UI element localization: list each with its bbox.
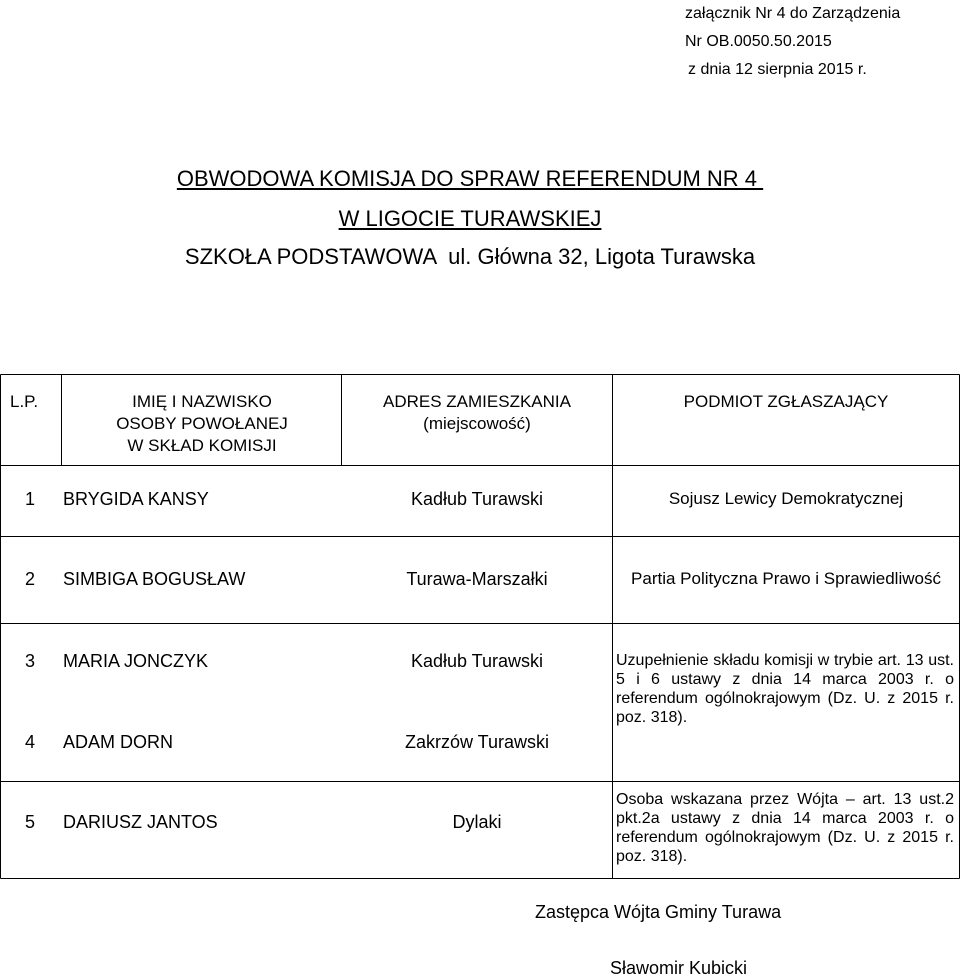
column-header-name [62,391,342,457]
attachment-line-1: załącznik Nr 4 do Zarządzenia [685,5,901,22]
table-row-number: 3 [25,651,36,671]
commission-location-text: W LIGOCIE TURAWSKIEJ [338,206,602,231]
table-row-address: Zakrzów Turawski [404,732,550,752]
table-row-number: 1 [25,489,36,509]
attachment-note [685,0,957,84]
column-header-lp: L.P. [10,392,39,411]
table-row-name: SIMBIGA BOGUSŁAW [63,569,246,589]
signature-name: Sławomir Kubicki [610,958,748,978]
column-header-name-line-1: IMIĘ I NAZWISKO [132,392,272,411]
table-row-address: Turawa-Marszałki [406,569,548,589]
column-header-address-line-2: (miejscowość) [423,414,531,433]
commission-location [0,206,940,232]
column-header-address [342,391,612,435]
table-row-address: Dylaki [452,812,502,832]
attachment-line-3: z dnia 12 sierpnia 2015 r. [688,61,867,78]
table-row-address: Kadłub Turawski [410,651,544,671]
column-header-subject: PODMIOT ZGŁASZAJĄCY [683,392,889,411]
table-row-address: Kadłub Turawski [410,489,544,509]
column-header-name-line-3: W SKŁAD KOMISJI [127,436,277,455]
commission-address-text: SZKOŁA PODSTAWOWA ul. Główna 32, Ligota Turawska [184,244,756,269]
commission-title [0,166,940,192]
commission-title-text: OBWODOWA KOMISJA DO SPRAW REFERENDUM NR 4 [176,166,764,191]
table-row-number: 5 [25,812,36,832]
table-row-subject: Sojusz Lewicy Demokratycznej [668,489,904,508]
column-header-name-line-2: OSOBY POWOŁANEJ [116,414,288,433]
attachment-line-2: Nr OB.0050.50.2015 [685,33,832,50]
table-row-name: DARIUSZ JANTOS [63,812,218,832]
table-note-rows-3-4: Uzupełnienie składu komisji w trybie art. 13 ust. 5 i 6 ustawy z dnia 14 marca 2003 r. o referendum ogólnokrajowym (Dz. U. z 2015 r. poz. 318). [616,652,954,726]
table-row-number: 2 [25,569,36,589]
column-header-address-line-1: ADRES ZAMIESZKANIA [383,392,571,411]
table-row-name: MARIA JONCZYK [63,651,209,671]
table-row-name: BRYGIDA KANSY [63,489,209,509]
table-row-subject: Partia Polityczna Prawo i Sprawiedliwość [631,569,941,588]
table-row-name: ADAM DORN [63,732,174,752]
signature-role: Zastępca Wójta Gminy Turawa [535,902,782,922]
table-note-row-5: Osoba wskazana przez Wójta – art. 13 ust.2 pkt.2a ustawy z dnia 14 marca 2003 r. o referendum ogólnokrajowym (Dz. U. z 2015 r. poz. 318). [616,791,954,865]
table-row-number: 4 [25,732,36,752]
commission-address [0,244,940,270]
